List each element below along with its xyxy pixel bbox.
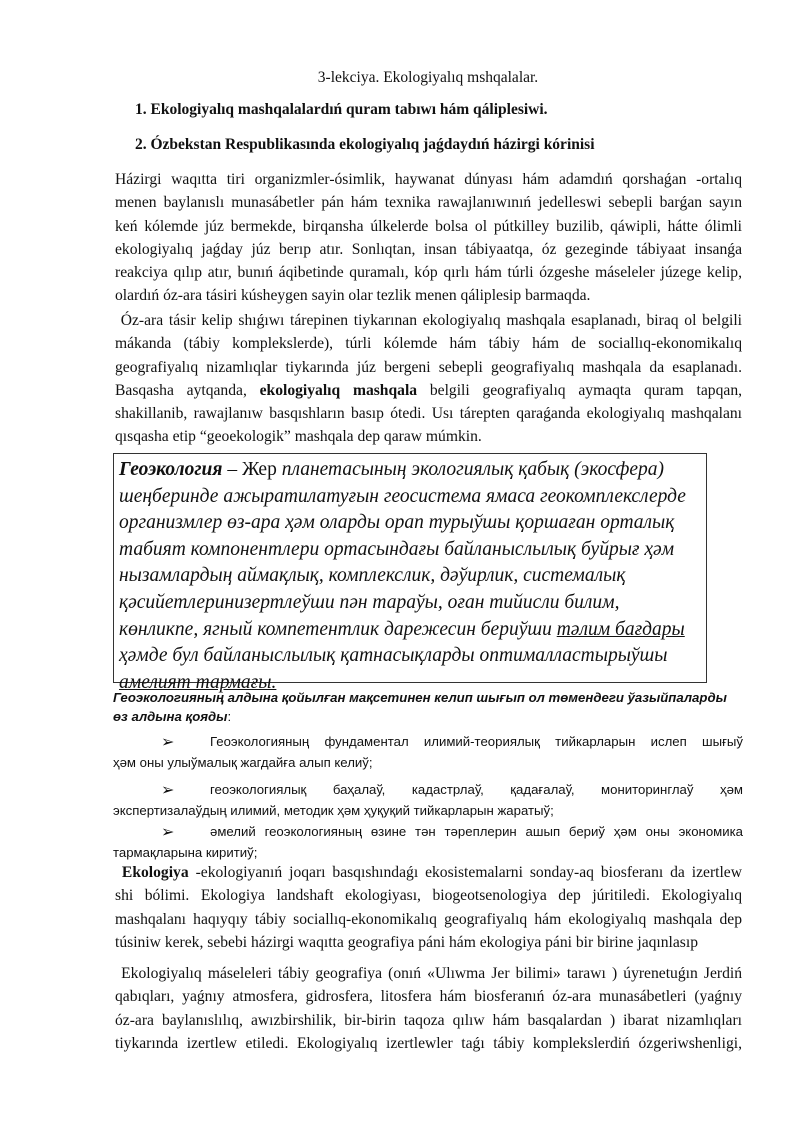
bullet-text: әмелий геоэкологияның өзине тән тәреплерин ашып бериў ҳәм оны экономика [210, 824, 743, 839]
text-fragment: – Жер [222, 459, 282, 480]
text-line: tiykarında izertlew etiledi. Ekologiyalıq izertlewler taǵı tábiy komplekslerdiń ózgeriwshenligi, [115, 1034, 742, 1052]
definition-term: Геоэкология [119, 459, 223, 480]
text-line: Óz-ara tásir kelip shıǵıwı tárepinen tiykarınan ekologiyalıq mashqala esaplanadı, biraq ol belgili [115, 312, 742, 329]
text-fragment: belgili geografiyalıq aymaqta quram tapqan, [417, 381, 742, 399]
bullet-text: геоэкологиялық баҳалаў, кадастрлаў, қадағалаў, мониторинглаў ҳәм [210, 782, 743, 797]
text-line: shakillanib, rawajlanıw basqıshların basıp ótedi. Usı tárepten qaraǵanda ekologiyalıq mashqalanı [115, 405, 742, 423]
heading-1: 1. Ekologiyalıq mashqalalardıń quram tabıwı hám qáliplesiwi. [135, 101, 548, 118]
text-line: қәсийетлеринизертлеўши пән тараўы, оған тийисли билим, [119, 591, 620, 613]
underlined-text: тәлим бағдары [556, 618, 685, 640]
text-line: ekologiyalıq jaǵday júz berıp atır. Sonlıqtan, insan tábiyaatqa, óz gezeginde tábiyaat insanǵa [115, 240, 742, 258]
underlined-text: амелият тармағы. [119, 671, 277, 693]
text-line: Házirgi waqıtta tiri organizmler-ósimlik, haywanat dúnyası hám adamdıń qorshaǵan -ortalıq [115, 171, 742, 188]
bullet-text: тармақларына киритиў; [113, 844, 258, 860]
arrowhead-bullet-icon: ➢ [161, 822, 175, 841]
text-fragment: -ekologiyanıń joqarı basqıshındaǵı ekosistemalarni sonday-aq biosferanı da izertlew [188, 864, 742, 881]
text-line: шеңберинде ажыратилатуғын геосистема ямаса геокомплекслерде [119, 485, 686, 507]
list-item [113, 822, 743, 863]
definition-box [113, 453, 707, 693]
text-line [115, 379, 742, 402]
text-line: keń kólemde júz bermekde, birqansha úlkelerde bolsa ol pútkilley buzilib, qáwipli, hátte ólimli [115, 217, 742, 235]
bullet-text: ҳәм оны улыўмалық жагдайға алып келиў; [113, 754, 373, 770]
paragraph-3 [115, 861, 742, 954]
paragraph-1 [115, 168, 742, 308]
text-line [119, 457, 701, 484]
bold-term: Ekologiya [121, 864, 189, 881]
text-line: olardıń óz-ara tásiri kúsheygen sayin olar tezlik menen qáliplesip barmaqda. [115, 287, 591, 305]
text-line: qısqasha etip “geoekologik” mashqala dep qaraw múmkin. [115, 428, 482, 446]
list-item [113, 780, 743, 821]
goals-intro [113, 688, 743, 726]
lecture-title: 3-lekciya. Ekologiyalıq mshqalalar. [317, 69, 539, 86]
text-line: mashqalanı haqıyqıy tábiy sociallıq-ekonomikalıq geografiyalıq hám ekologiyalıq mashqala dep [115, 910, 742, 928]
text-line: óz-ara baylanıslılıq, awızbirshilik, bir-birin taqoza qılıw hám basqalardan ) ibarat nizamlıqları [115, 1011, 742, 1029]
text-line [119, 617, 701, 644]
text-fragment: өз алдына қояды [113, 709, 228, 724]
heading-2: 2. Ózbekstan Respublikasında ekologiyalıq jaǵdaydıń házirgi kórinisi [135, 136, 595, 153]
text-line: qabıqları, yaǵnıy atmosfera, gidrosfera, litosfera hám biosferanıń óz-ara munasábetleri (yaǵnıy [115, 988, 742, 1006]
text-line: reakciya qılıp atır, bunıń áqibetinde quramalı, kóp qırlı hám túrli ózgeshe máseleler júzege kelip, [115, 264, 742, 282]
bullet-text: экспертизалаўдың илимий, методик ҳәм ҳуқуқий тийкарларын жаратыў; [113, 802, 554, 818]
text-line: shi bólimi. Ekologiya landshaft ekologiyası, biogeotsenologiya dep júritiledi. Ekologiyalıq [115, 887, 742, 905]
text-line: Ekologiyalıq máseleleri tábiy geografiya (onıń «Ulıwma Jer bilimi» tarawı ) úyrenetuǵın Jerdiń [115, 965, 742, 982]
bold-term: ekologiyalıq mashqala [259, 381, 418, 399]
text-fragment: планетасының экологиялық қабық (экосфера) [281, 459, 665, 480]
text-line: Геоэкологияның алдына қойылған мақсетинен келип шығып ол төмендеги ўазыйпаларды [113, 690, 727, 705]
list-item [113, 732, 743, 773]
text-fragment: Basqasha aytqanda, [115, 381, 260, 399]
text-line: mákanda (tábiy komplekslerde), túrli kólemde hám tábiy hám de sociallıq-ekonomikalıq [115, 335, 742, 353]
text-line: организмлер өз-ара ҳәм оларды орап турыўшы қоршаған орталық [119, 512, 675, 534]
text-fragment: көнликпе, ягный компетентлик дарежесин бериўши [119, 618, 557, 640]
text-line: túsiniw kerek, sebebi házirgi waqıtta geografiya páni hám ekologiya páni bir birine jaqınlasıp [115, 933, 699, 951]
paragraph-2 [115, 309, 742, 449]
text-line [115, 861, 742, 884]
text-line: табият компонентлери ортасындағы байланыслылық буйрығ ҳәм [119, 538, 675, 560]
bullet-text: Геоэкологияның фундаментал илимий-теориялық тийкарларын ислеп шығыў [210, 734, 743, 749]
text-line: menen baylanıslı munasábetler pán hám texnika rawajlanıwınıń jedelleswi sebepli barǵan sayın [115, 194, 742, 212]
text-line: geografiyalıq nizamlıqlar tiykarında júz bergeni sebepli geografiyalıq mashqala da esaplanadı. [115, 358, 742, 376]
arrowhead-bullet-icon: ➢ [161, 732, 175, 751]
paragraph-4 [115, 962, 742, 1055]
text-line: нызамлардың аймақлық, комплекслик, дәўирлик, системалық [119, 565, 626, 587]
text-fragment: : [227, 709, 232, 724]
text-line [113, 707, 743, 726]
text-line: ҳәмде бул байланыслылық қатнасықларды оптималластырыўшы [119, 645, 668, 667]
arrowhead-bullet-icon: ➢ [161, 780, 175, 799]
